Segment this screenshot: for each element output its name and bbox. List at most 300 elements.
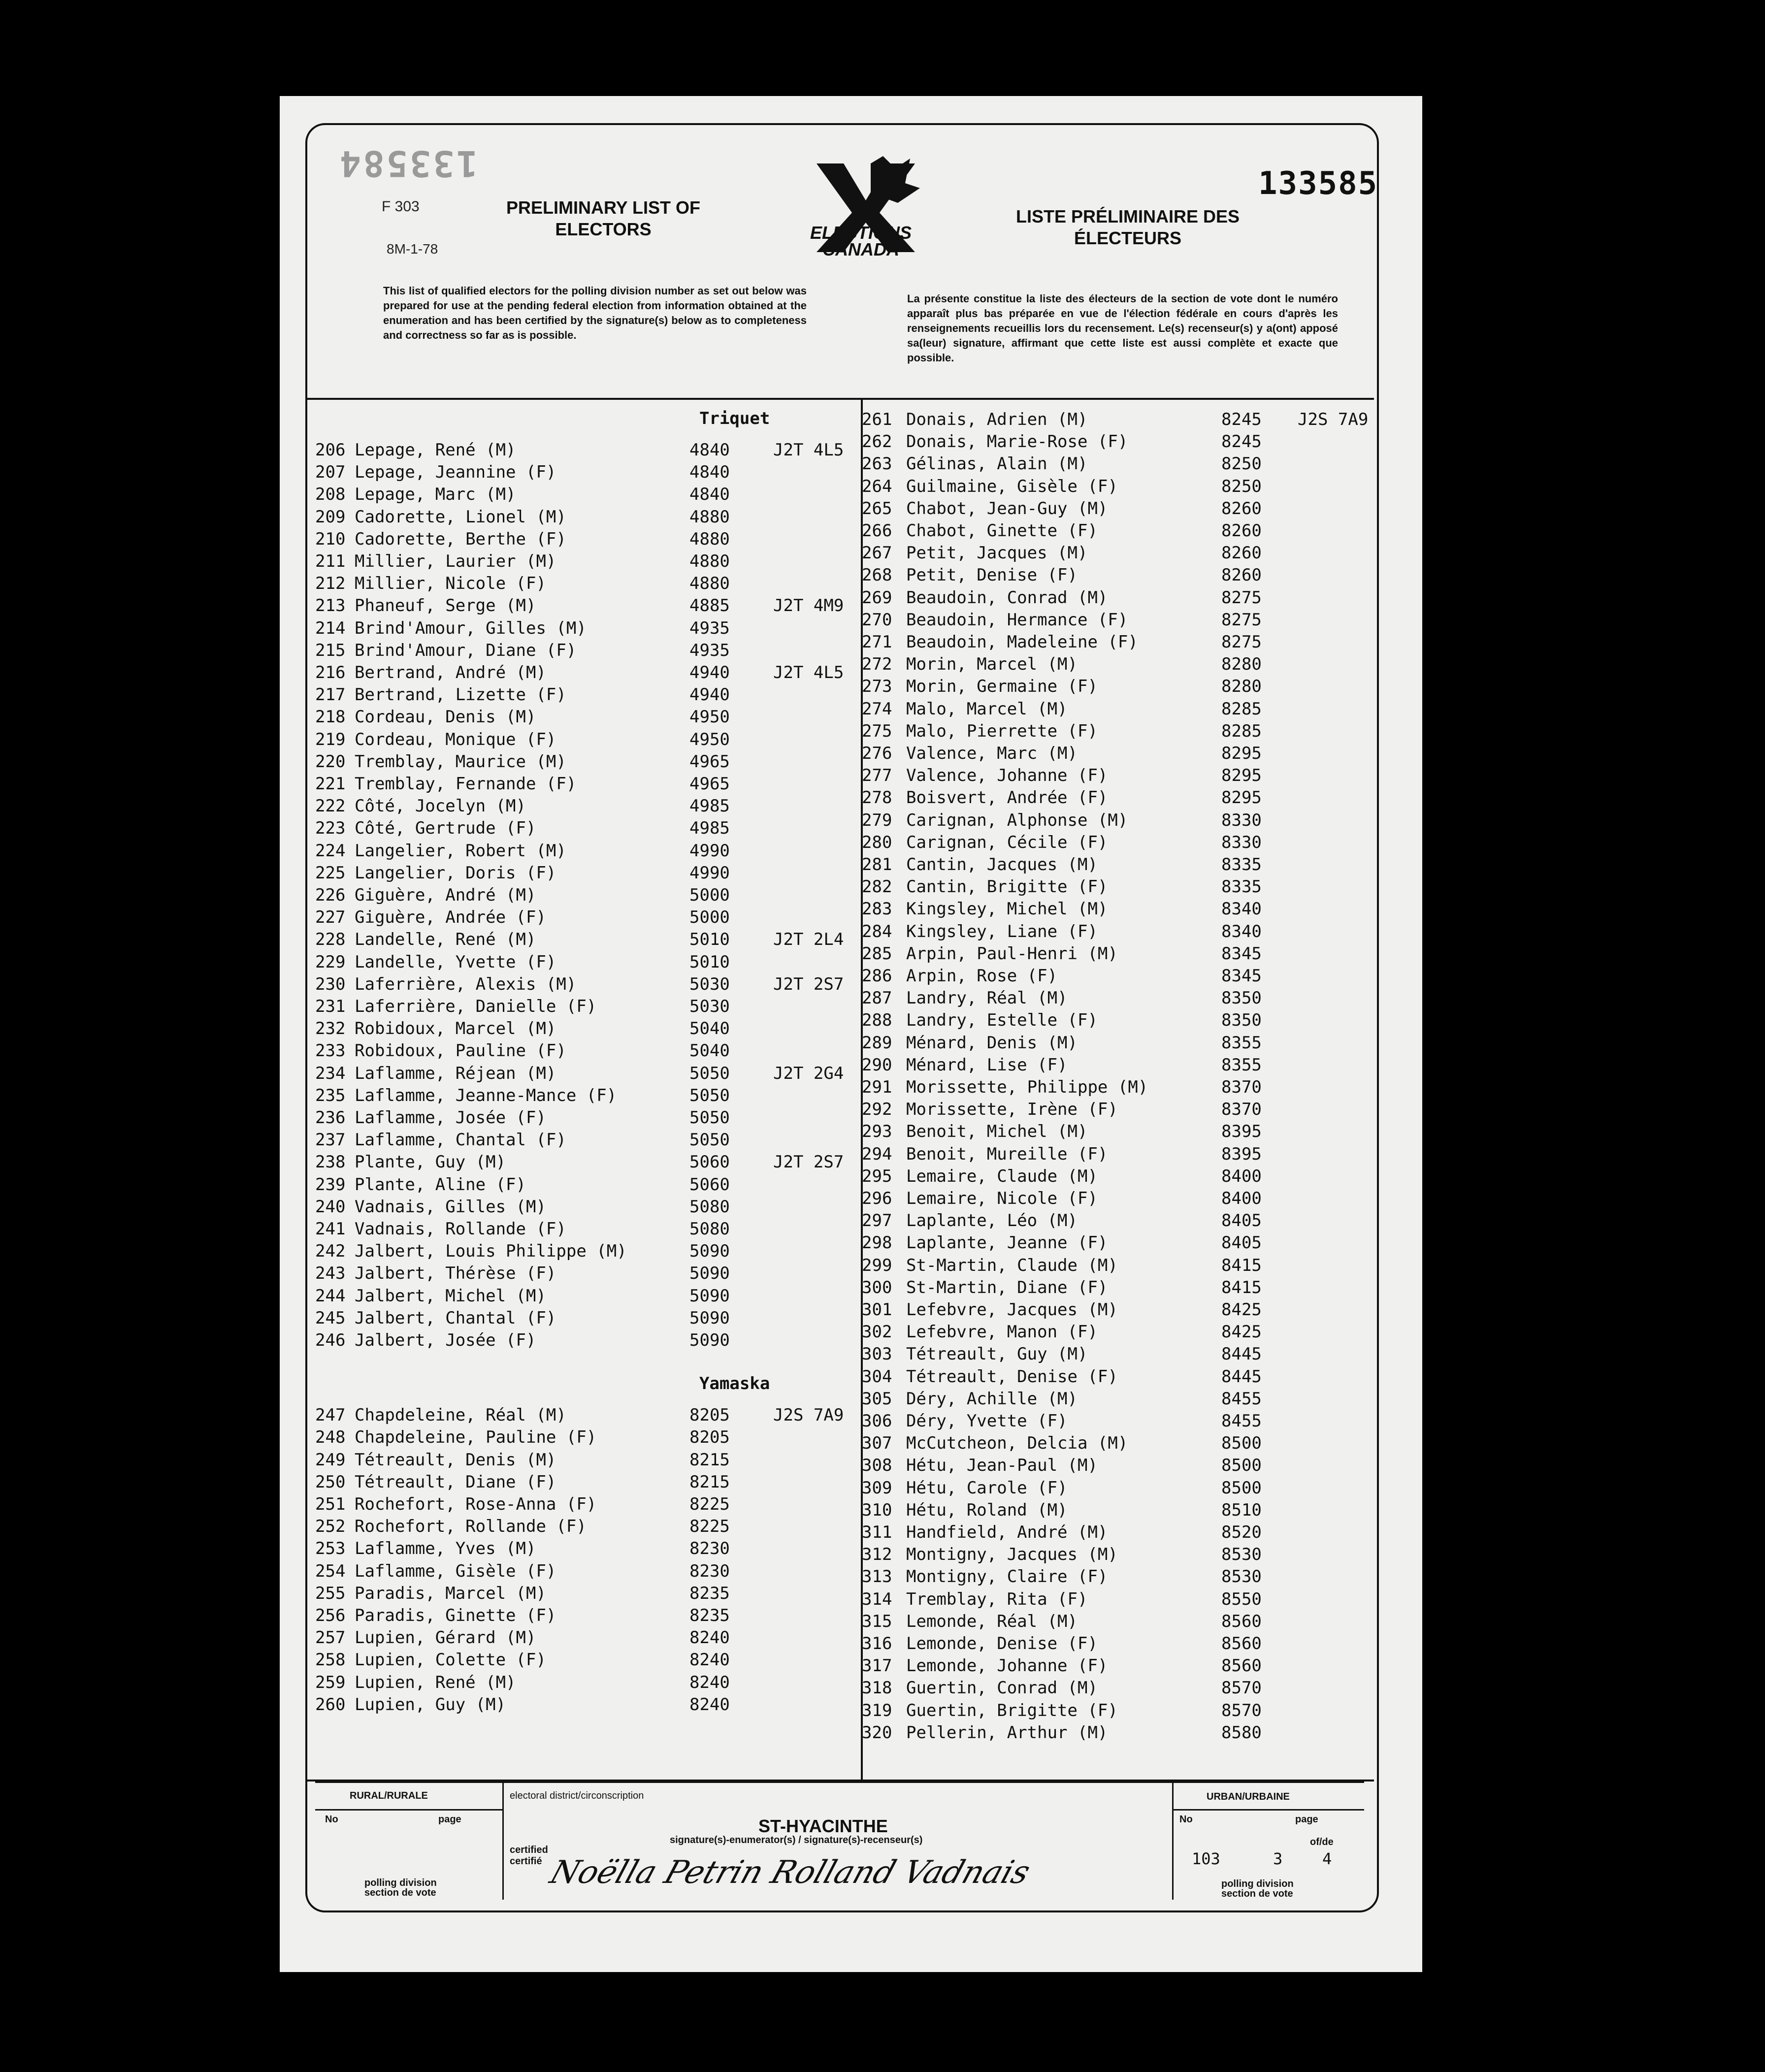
elector-row bbox=[862, 943, 1369, 965]
elector-row bbox=[315, 1263, 857, 1285]
street-number: 5050 bbox=[689, 1085, 730, 1105]
elector-row bbox=[862, 498, 1369, 520]
elector-name: Lefebvre, Manon (F) bbox=[906, 1322, 1098, 1342]
elector-number: 287 bbox=[862, 988, 892, 1008]
elector-number: 284 bbox=[862, 921, 892, 941]
street-number: 5080 bbox=[689, 1219, 730, 1239]
elector-number: 274 bbox=[862, 699, 892, 719]
elector-row bbox=[862, 453, 1369, 475]
postal-code: J2T 4M9 bbox=[773, 596, 844, 616]
elector-number: 310 bbox=[862, 1500, 892, 1520]
elector-row bbox=[315, 528, 857, 550]
elector-name: Brind'Amour, Diane (F) bbox=[355, 640, 577, 660]
street-number: 8415 bbox=[1221, 1277, 1262, 1297]
elector-row bbox=[315, 1174, 857, 1196]
elector-row bbox=[315, 1018, 857, 1040]
elector-row bbox=[315, 1107, 857, 1129]
street-number: 5040 bbox=[689, 1041, 730, 1061]
elector-name: Paradis, Ginette (F) bbox=[355, 1606, 556, 1625]
elector-row bbox=[862, 832, 1369, 854]
elector-name: Arpin, Paul-Henri (M) bbox=[906, 943, 1118, 964]
street-number: 4880 bbox=[689, 574, 730, 594]
district-label: electoral district/circonscription bbox=[510, 1790, 644, 1801]
elector-row bbox=[862, 564, 1369, 586]
elector-row bbox=[315, 1516, 857, 1538]
street-number: 5030 bbox=[689, 974, 730, 994]
elector-number: 224 bbox=[315, 841, 346, 861]
street-number: 5030 bbox=[689, 997, 730, 1016]
elector-row bbox=[862, 1388, 1369, 1410]
elector-number: 241 bbox=[315, 1219, 346, 1239]
elector-name: Morin, Marcel (M) bbox=[906, 654, 1078, 675]
elector-number: 282 bbox=[862, 877, 892, 897]
elector-name: Chapdeleine, Pauline (F) bbox=[355, 1427, 597, 1448]
right-electors-column bbox=[862, 409, 1369, 1778]
street-number: 8215 bbox=[689, 1472, 730, 1492]
street-number: 8260 bbox=[1221, 498, 1262, 518]
elector-number: 296 bbox=[862, 1189, 892, 1208]
elector-number: 238 bbox=[315, 1152, 346, 1172]
elector-row bbox=[315, 1218, 857, 1240]
postal-code: J2T 2S7 bbox=[773, 1152, 844, 1172]
street-number: 8445 bbox=[1221, 1366, 1262, 1387]
elector-name: Plante, Guy (M) bbox=[355, 1152, 506, 1172]
street-number: 8295 bbox=[1221, 766, 1262, 786]
elector-number: 318 bbox=[862, 1678, 892, 1698]
elector-number: 268 bbox=[862, 565, 892, 585]
street-number: 4950 bbox=[689, 729, 730, 749]
elector-row bbox=[315, 1151, 857, 1173]
title-english: PRELIMINARY LIST OF ELECTORS bbox=[506, 197, 700, 239]
street-number: 4840 bbox=[689, 440, 730, 460]
elector-row bbox=[315, 795, 857, 817]
elector-name: Laflamme, Yves (M) bbox=[355, 1539, 536, 1559]
elector-number: 210 bbox=[315, 529, 346, 549]
street-number: 8355 bbox=[1221, 1033, 1262, 1053]
elector-name: Rochefort, Rose-Anna (F) bbox=[355, 1494, 597, 1514]
elector-row bbox=[315, 1129, 857, 1151]
elector-name: Brind'Amour, Gilles (M) bbox=[355, 618, 587, 638]
elector-number: 292 bbox=[862, 1100, 892, 1120]
street-number: 8570 bbox=[1221, 1678, 1262, 1698]
elector-number: 242 bbox=[315, 1241, 346, 1262]
elector-name: Lemonde, Denise (F) bbox=[906, 1634, 1098, 1653]
elector-number: 222 bbox=[315, 796, 346, 816]
elector-name: Hétu, Roland (M) bbox=[906, 1500, 1068, 1520]
elector-number: 229 bbox=[315, 952, 346, 972]
elector-name: Langelier, Robert (M) bbox=[355, 841, 566, 861]
elector-row bbox=[862, 1366, 1369, 1388]
elector-row bbox=[862, 743, 1369, 765]
elector-name: Guertin, Conrad (M) bbox=[906, 1678, 1098, 1698]
elector-name: Donais, Marie-Rose (F) bbox=[906, 432, 1128, 452]
elector-row bbox=[315, 951, 857, 973]
elector-name: Jalbert, Louis Philippe (M) bbox=[355, 1241, 627, 1262]
street-number: 8340 bbox=[1221, 899, 1262, 919]
elector-number: 304 bbox=[862, 1366, 892, 1387]
elector-row bbox=[862, 987, 1369, 1009]
elector-number: 249 bbox=[315, 1450, 346, 1470]
elector-name: Lemonde, Johanne (F) bbox=[906, 1656, 1108, 1676]
elector-row bbox=[862, 921, 1369, 943]
elector-row bbox=[862, 1321, 1369, 1343]
elector-number: 265 bbox=[862, 498, 892, 518]
elector-row bbox=[862, 1099, 1369, 1121]
elector-number: 273 bbox=[862, 677, 892, 697]
elector-row bbox=[315, 595, 857, 617]
elector-number: 316 bbox=[862, 1634, 892, 1653]
elector-row bbox=[315, 929, 857, 951]
elector-number: 263 bbox=[862, 454, 892, 474]
street-number: 5050 bbox=[689, 1063, 730, 1083]
elector-name: Beaudoin, Hermance (F) bbox=[906, 610, 1128, 630]
street-number: 5090 bbox=[689, 1330, 730, 1350]
street-number: 8500 bbox=[1221, 1456, 1262, 1476]
elector-number: 288 bbox=[862, 1010, 892, 1031]
elector-row bbox=[862, 1522, 1369, 1544]
street-number: 8240 bbox=[689, 1672, 730, 1692]
elector-number: 270 bbox=[862, 610, 892, 630]
elector-row bbox=[862, 1633, 1369, 1655]
elector-number: 313 bbox=[862, 1567, 892, 1587]
street-number: 8405 bbox=[1221, 1233, 1262, 1253]
elector-number: 223 bbox=[315, 818, 346, 839]
elector-row bbox=[315, 1649, 857, 1671]
elector-name: Morin, Germaine (F) bbox=[906, 677, 1098, 697]
street-number: 8260 bbox=[1221, 543, 1262, 563]
elector-number: 217 bbox=[315, 685, 346, 705]
elector-number: 225 bbox=[315, 863, 346, 883]
elector-row bbox=[862, 1611, 1369, 1633]
elector-number: 317 bbox=[862, 1656, 892, 1676]
street-number: 8205 bbox=[689, 1427, 730, 1448]
street-number: 8235 bbox=[689, 1606, 730, 1625]
street-number: 8245 bbox=[1221, 432, 1262, 452]
elector-number: 290 bbox=[862, 1055, 892, 1075]
elector-name: Tétreault, Diane (F) bbox=[355, 1472, 556, 1492]
elector-name: Lupien, Gérard (M) bbox=[355, 1628, 536, 1648]
elector-name: Montigny, Claire (F) bbox=[906, 1567, 1108, 1587]
elector-number: 253 bbox=[315, 1539, 346, 1559]
elector-row bbox=[862, 1677, 1369, 1699]
elector-row bbox=[315, 506, 857, 528]
elector-name: Boisvert, Andrée (F) bbox=[906, 788, 1108, 808]
elector-name: Lupien, René (M) bbox=[355, 1672, 516, 1692]
table-top-rule bbox=[306, 398, 1374, 400]
elector-name: Giguère, Andrée (F) bbox=[355, 907, 546, 928]
street-number: 8400 bbox=[1221, 1189, 1262, 1208]
street-number: 5050 bbox=[689, 1108, 730, 1128]
title-french: LISTE PRÉLIMINAIRE DES ÉLECTEURS bbox=[1015, 206, 1240, 248]
division-number: 103 bbox=[1192, 1849, 1220, 1868]
elector-number: 261 bbox=[862, 410, 892, 429]
elector-row bbox=[315, 906, 857, 929]
street-number: 8280 bbox=[1221, 654, 1262, 675]
elector-number: 258 bbox=[315, 1650, 346, 1670]
elector-number: 262 bbox=[862, 432, 892, 452]
elector-name: Tremblay, Maurice (M) bbox=[355, 751, 566, 772]
elector-row bbox=[862, 1054, 1369, 1076]
rural-page-label: page bbox=[438, 1814, 461, 1825]
elector-name: Cadorette, Berthe (F) bbox=[355, 529, 566, 549]
elector-row bbox=[862, 631, 1369, 653]
street-number: 8335 bbox=[1221, 877, 1262, 897]
street-number: 4940 bbox=[689, 663, 730, 682]
elector-number: 297 bbox=[862, 1211, 892, 1231]
elector-name: Laflamme, Réjean (M) bbox=[355, 1063, 556, 1083]
street-number: 8345 bbox=[1221, 943, 1262, 964]
elector-row bbox=[862, 1588, 1369, 1611]
elector-number: 301 bbox=[862, 1300, 892, 1320]
street-number: 8260 bbox=[1221, 565, 1262, 585]
elector-name: Arpin, Rose (F) bbox=[906, 966, 1058, 986]
elector-name: Tremblay, Fernande (F) bbox=[355, 774, 577, 794]
elector-row bbox=[315, 751, 857, 773]
elector-number: 220 bbox=[315, 751, 346, 772]
street-number: 8355 bbox=[1221, 1055, 1262, 1075]
postal-code: J2S 7A9 bbox=[773, 1405, 844, 1425]
street-number: 8425 bbox=[1221, 1300, 1262, 1320]
elector-name: Cantin, Jacques (M) bbox=[906, 855, 1098, 874]
street-number: 8240 bbox=[689, 1628, 730, 1648]
postal-code: J2S 7A9 bbox=[1298, 410, 1369, 429]
elector-name: Tremblay, Rita (F) bbox=[906, 1589, 1088, 1609]
elector-name: Tétreault, Guy (M) bbox=[906, 1344, 1088, 1364]
street-number: 4880 bbox=[689, 551, 730, 571]
street-number: 5040 bbox=[689, 1019, 730, 1039]
elector-number: 245 bbox=[315, 1308, 346, 1328]
elector-row bbox=[862, 1410, 1369, 1432]
elector-row bbox=[862, 653, 1369, 676]
elector-name: Laflamme, Chantal (F) bbox=[355, 1130, 566, 1150]
elector-row bbox=[315, 1538, 857, 1560]
street-number: 8280 bbox=[1221, 677, 1262, 697]
street-number: 5000 bbox=[689, 885, 730, 905]
elector-name: Valence, Marc (M) bbox=[906, 744, 1078, 763]
elector-row bbox=[862, 965, 1369, 987]
elector-name: Morissette, Irène (F) bbox=[906, 1100, 1118, 1120]
elector-name: Phaneuf, Serge (M) bbox=[355, 596, 536, 616]
street-number: 8395 bbox=[1221, 1144, 1262, 1164]
elector-row bbox=[315, 706, 857, 728]
elector-row bbox=[315, 439, 857, 461]
elector-row bbox=[862, 1499, 1369, 1522]
elector-name: Hétu, Jean-Paul (M) bbox=[906, 1456, 1098, 1476]
elector-name: Lepage, Marc (M) bbox=[355, 485, 516, 505]
elector-number: 212 bbox=[315, 574, 346, 594]
street-number: 5090 bbox=[689, 1286, 730, 1306]
elector-row bbox=[862, 1166, 1369, 1188]
signature-label: signature(s)-enumerator(s) / signature(s)-recenseur(s) bbox=[670, 1835, 923, 1845]
elector-number: 255 bbox=[315, 1583, 346, 1603]
street-number: 4990 bbox=[689, 841, 730, 861]
elector-row bbox=[315, 1627, 857, 1649]
elector-row bbox=[315, 1063, 857, 1085]
elector-number: 271 bbox=[862, 632, 892, 652]
street-number: 8370 bbox=[1221, 1077, 1262, 1097]
elector-row bbox=[862, 587, 1369, 609]
elector-row bbox=[862, 1544, 1369, 1566]
street-number: 8550 bbox=[1221, 1589, 1262, 1609]
certification-english: This list of qualified electors for the polling division number as set out below was prepared for use at the pending federal election from information obtained at the enumeration and has been certified by the signature(s) below as to completeness and correctness so far as is possible. bbox=[383, 285, 807, 341]
elector-name: Petit, Denise (F) bbox=[906, 565, 1078, 585]
elector-number: 219 bbox=[315, 729, 346, 749]
elector-number: 228 bbox=[315, 930, 346, 950]
elector-row bbox=[315, 1426, 857, 1449]
elector-name: Giguère, André (M) bbox=[355, 885, 536, 905]
elector-row bbox=[862, 898, 1369, 920]
electoral-district: ST-HYACINTHE bbox=[758, 1816, 888, 1836]
elector-row bbox=[315, 461, 857, 484]
elector-number: 308 bbox=[862, 1456, 892, 1476]
elector-number: 240 bbox=[315, 1197, 346, 1217]
elector-name: Vadnais, Rollande (F) bbox=[355, 1219, 566, 1239]
elector-name: St-Martin, Diane (F) bbox=[906, 1277, 1108, 1297]
page-number: 3 bbox=[1273, 1849, 1283, 1868]
elector-name: Robidoux, Pauline (F) bbox=[355, 1041, 566, 1061]
elector-name: Déry, Achille (M) bbox=[906, 1389, 1078, 1409]
elector-name: Pellerin, Arthur (M) bbox=[906, 1722, 1108, 1743]
elector-name: Laplante, Jeanne (F) bbox=[906, 1233, 1108, 1253]
street-number: 8345 bbox=[1221, 966, 1262, 986]
elector-row bbox=[315, 1240, 857, 1263]
elector-number: 214 bbox=[315, 618, 346, 638]
street-number: 4935 bbox=[689, 640, 730, 660]
elector-row bbox=[315, 1449, 857, 1471]
elector-row bbox=[862, 854, 1369, 876]
elector-name: Montigny, Jacques (M) bbox=[906, 1545, 1118, 1565]
elector-number: 291 bbox=[862, 1077, 892, 1097]
elector-number: 209 bbox=[315, 507, 346, 527]
elector-name: Handfield, André (M) bbox=[906, 1522, 1108, 1542]
urban-no-label: No bbox=[1179, 1814, 1193, 1825]
elector-number: 299 bbox=[862, 1255, 892, 1275]
elector-row bbox=[862, 1299, 1369, 1321]
street-number: 8530 bbox=[1221, 1567, 1262, 1587]
elector-name: Cordeau, Monique (F) bbox=[355, 729, 556, 749]
elector-number: 293 bbox=[862, 1122, 892, 1142]
street-number: 8250 bbox=[1221, 476, 1262, 496]
elector-number: 252 bbox=[315, 1517, 346, 1537]
elector-row bbox=[315, 1285, 857, 1307]
elector-row bbox=[862, 676, 1369, 698]
elector-number: 314 bbox=[862, 1589, 892, 1609]
elector-number: 215 bbox=[315, 640, 346, 660]
street-number: 4965 bbox=[689, 751, 730, 772]
elector-name: Carignan, Cécile (F) bbox=[906, 832, 1108, 852]
elector-name: McCutcheon, Delcia (M) bbox=[906, 1433, 1128, 1454]
street-number: 8230 bbox=[689, 1539, 730, 1559]
elector-number: 264 bbox=[862, 476, 892, 496]
street-number: 5000 bbox=[689, 907, 730, 928]
street-number: 8225 bbox=[689, 1494, 730, 1514]
elector-name: Chabot, Jean-Guy (M) bbox=[906, 498, 1108, 518]
street-number: 4885 bbox=[689, 596, 730, 616]
certification-french: La présente constitue la liste des électeurs de la section de vote dont le numéro apparaît plus bas préparée en vue de l'élection fédérale en cours d'après les renseignements recueillis lors du recensement. Le(s) recenseur(s) y a(ont) apposé sa(leur) signature, affirmant que cette liste est aussi complète et exacte que possible. bbox=[907, 292, 1338, 364]
street-number: 4880 bbox=[689, 507, 730, 527]
elector-name: Landelle, René (M) bbox=[355, 930, 536, 950]
elector-row bbox=[862, 1722, 1369, 1744]
elector-row bbox=[862, 609, 1369, 631]
elector-number: 216 bbox=[315, 663, 346, 682]
elector-row bbox=[315, 973, 857, 996]
elector-number: 272 bbox=[862, 654, 892, 675]
elector-number: 266 bbox=[862, 521, 892, 541]
elector-name: Laflamme, Josée (F) bbox=[355, 1108, 546, 1128]
elector-row bbox=[315, 662, 857, 684]
elector-name: Hétu, Carole (F) bbox=[906, 1478, 1068, 1498]
elector-row bbox=[862, 787, 1369, 809]
elector-name: Lupien, Guy (M) bbox=[355, 1694, 506, 1715]
elector-name: Lemonde, Réal (M) bbox=[906, 1611, 1078, 1631]
elector-row bbox=[862, 1210, 1369, 1232]
street-number: 4985 bbox=[689, 818, 730, 839]
elector-number: 208 bbox=[315, 485, 346, 505]
elector-number: 307 bbox=[862, 1433, 892, 1454]
elector-name: Plante, Aline (F) bbox=[355, 1174, 526, 1195]
elector-number: 236 bbox=[315, 1108, 346, 1128]
elector-row bbox=[862, 1566, 1369, 1588]
elector-number: 279 bbox=[862, 810, 892, 830]
elector-name: Cadorette, Lionel (M) bbox=[355, 507, 566, 527]
elector-number: 221 bbox=[315, 774, 346, 794]
elector-row bbox=[315, 550, 857, 573]
elector-row bbox=[315, 1560, 857, 1583]
elector-name: St-Martin, Claude (M) bbox=[906, 1255, 1118, 1275]
street-heading: Triquet bbox=[699, 409, 770, 428]
rural-label: RURAL/RURALE bbox=[350, 1790, 428, 1801]
elector-number: 233 bbox=[315, 1041, 346, 1061]
urban-of-label: of/de bbox=[1310, 1837, 1334, 1847]
elector-name: Millier, Laurier (M) bbox=[355, 551, 556, 571]
elector-name: Donais, Adrien (M) bbox=[906, 410, 1088, 429]
street-number: 8425 bbox=[1221, 1322, 1262, 1342]
elector-row bbox=[315, 884, 857, 906]
form-date: 8M-1-78 bbox=[387, 241, 438, 257]
street-number: 8580 bbox=[1221, 1722, 1262, 1743]
elector-number: 207 bbox=[315, 462, 346, 483]
elector-row bbox=[315, 640, 857, 662]
left-electors-column bbox=[315, 409, 857, 1778]
elector-name: Laflamme, Jeanne-Mance (F) bbox=[355, 1085, 617, 1105]
elector-number: 234 bbox=[315, 1063, 346, 1083]
serial-number: 133585 bbox=[1258, 165, 1378, 202]
elector-row bbox=[315, 684, 857, 706]
elector-name: Chabot, Ginette (F) bbox=[906, 521, 1098, 541]
street-number: 8295 bbox=[1221, 788, 1262, 808]
street-number: 8285 bbox=[1221, 699, 1262, 719]
street-number: 8275 bbox=[1221, 632, 1262, 652]
elector-name: Bertrand, Lizette (F) bbox=[355, 685, 566, 705]
elector-number: 211 bbox=[315, 551, 346, 571]
elector-row bbox=[862, 476, 1369, 498]
elector-number: 295 bbox=[862, 1166, 892, 1186]
elector-name: Valence, Johanne (F) bbox=[906, 766, 1108, 786]
elector-row bbox=[315, 1694, 857, 1716]
elector-number: 247 bbox=[315, 1405, 346, 1425]
elector-name: Laferrière, Danielle (F) bbox=[355, 997, 597, 1016]
elector-name: Malo, Marcel (M) bbox=[906, 699, 1068, 719]
elector-name: Carignan, Alphonse (M) bbox=[906, 810, 1128, 830]
elector-number: 283 bbox=[862, 899, 892, 919]
elector-row bbox=[315, 1040, 857, 1062]
street-number: 5010 bbox=[689, 952, 730, 972]
elector-row bbox=[862, 1032, 1369, 1054]
elector-name: Côté, Jocelyn (M) bbox=[355, 796, 526, 816]
elector-number: 239 bbox=[315, 1174, 346, 1195]
elector-name: Gélinas, Alain (M) bbox=[906, 454, 1088, 474]
elector-number: 312 bbox=[862, 1545, 892, 1565]
